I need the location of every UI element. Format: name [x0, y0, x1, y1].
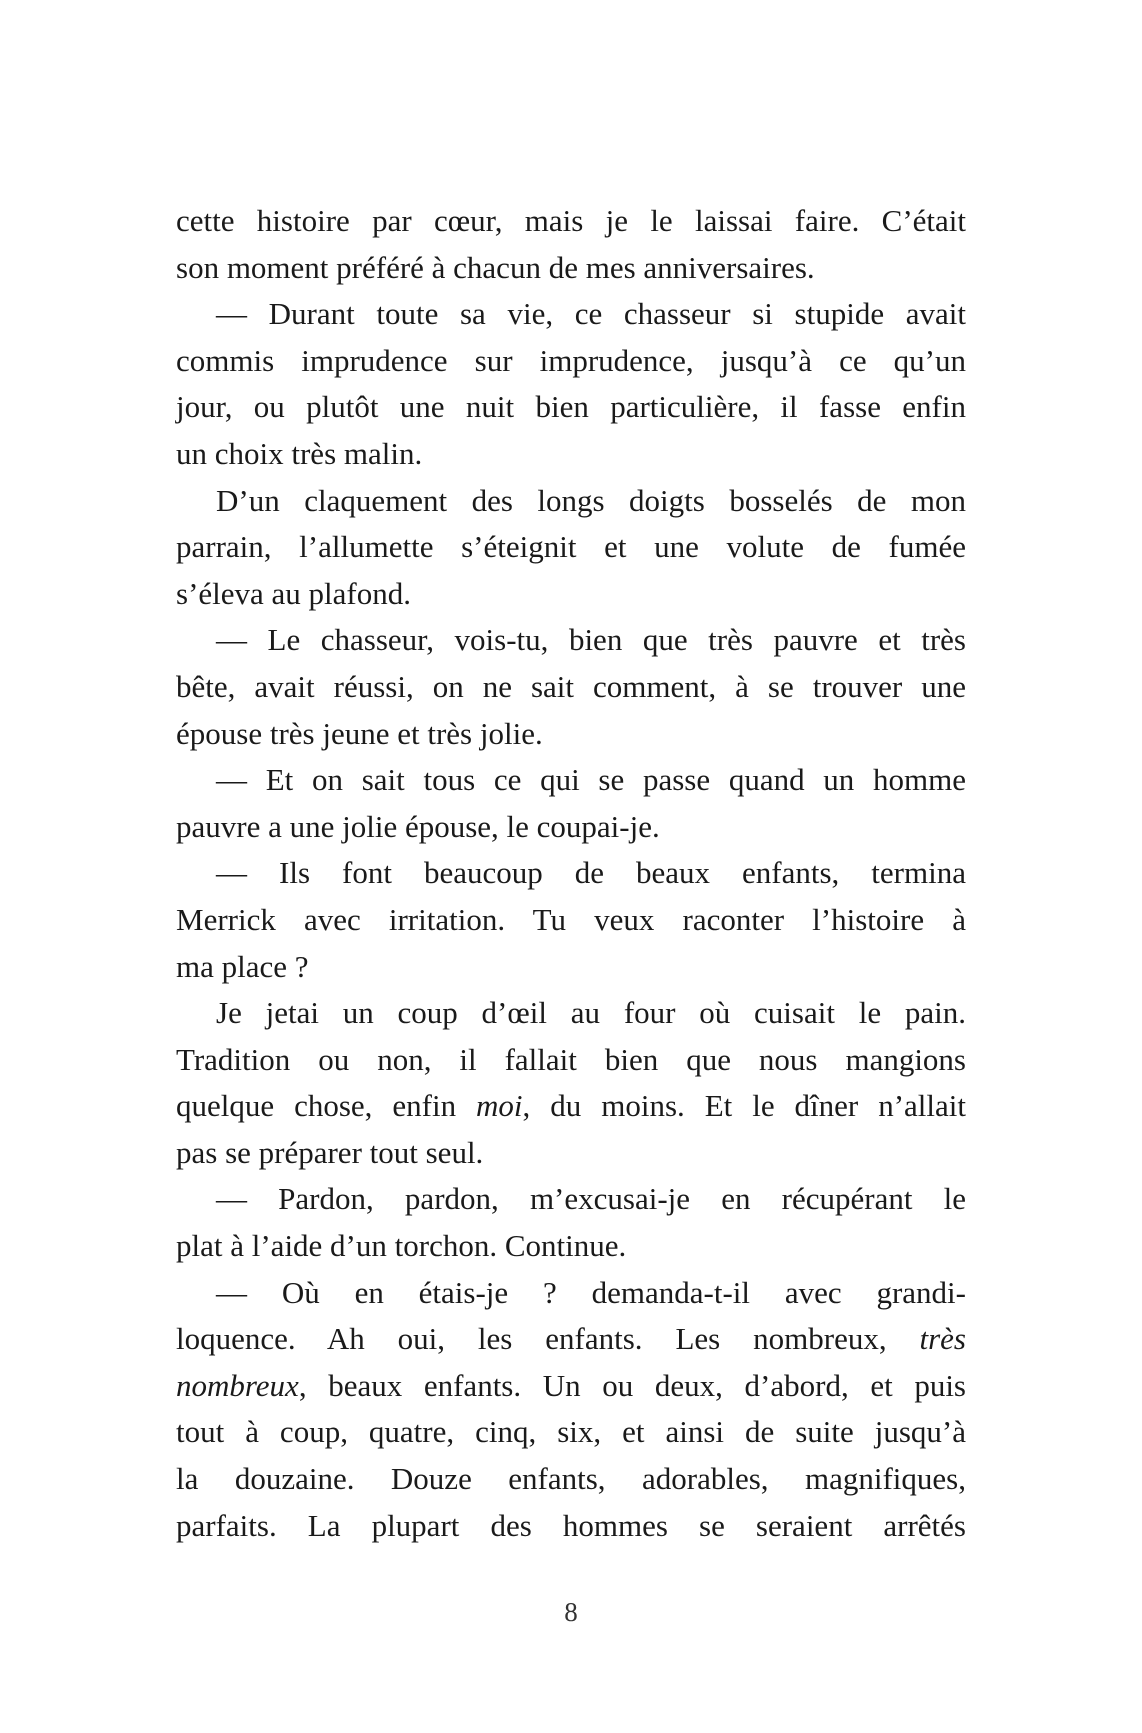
text-line: bête, avait réussi, on ne sait comment, à se trouver une	[176, 668, 966, 704]
text-line: Tradition ou non, il fallait bien que nous mangions	[176, 1041, 966, 1077]
italic-emphasis: moi	[476, 1088, 523, 1124]
italic-emphasis: très	[919, 1321, 966, 1357]
text-line: la douzaine. Douze enfants, adorables, magnifiques,	[176, 1461, 966, 1497]
text-line: Merrick avec irritation. Tu veux raconter l’histoire à	[176, 901, 966, 937]
text-line: s’éleva au plafond.	[176, 575, 411, 611]
page-number: 8	[564, 1597, 578, 1627]
text-line: nombreux, beaux enfants. Un ou deux, d’abord, et puis	[176, 1367, 966, 1403]
text-line: plat à l’aide d’un torchon. Continue.	[176, 1228, 627, 1264]
text-line: quelque chose, enfin moi, du moins. Et le dîner n’allait	[176, 1088, 966, 1124]
text-line: — Et on sait tous ce qui se passe quand un homme	[216, 762, 966, 798]
text-line: parfaits. La plupart des hommes se seraient arrêtés	[176, 1507, 966, 1543]
text-line: son moment préféré à chacun de mes anniversaires.	[176, 249, 815, 285]
text-line: pas se préparer tout seul.	[176, 1134, 484, 1170]
text-line: loquence. Ah oui, les enfants. Les nombreux, très	[176, 1321, 966, 1357]
text-line: — Durant toute sa vie, ce chasseur si stupide avait	[216, 296, 966, 332]
text-line: tout à coup, quatre, cinq, six, et ainsi de suite jusqu’à	[176, 1414, 966, 1450]
body-text	[176, 198, 966, 1549]
text-line: pauvre a une jolie épouse, le coupai-je.	[176, 808, 660, 844]
text-line: — Où en étais-je ? demanda-t-il avec grandi-	[216, 1274, 966, 1310]
text-line: épouse très jeune et très jolie.	[176, 715, 543, 751]
text-line: — Pardon, pardon, m’excusai-je en récupérant le	[216, 1181, 966, 1217]
text-line: cette histoire par cœur, mais je le laissai faire. C’était	[176, 203, 966, 238]
text-line: un choix très malin.	[176, 435, 423, 471]
text-line: D’un claquement des longs doigts bosselés de mon	[216, 482, 966, 518]
text-line: — Le chasseur, vois-tu, bien que très pauvre et très	[216, 622, 966, 658]
text-line: jour, ou plutôt une nuit bien particulière, il fasse enfin	[176, 389, 966, 425]
text-line: — Ils font beaucoup de beaux enfants, termina	[216, 855, 966, 891]
text-line: parrain, l’allumette s’éteignit et une volute de fumée	[176, 529, 966, 565]
text-line: Je jetai un coup d’œil au four où cuisait le pain.	[216, 995, 966, 1031]
text-line: ma place ?	[176, 948, 309, 984]
italic-emphasis: nombreux	[176, 1367, 299, 1403]
text-line: commis imprudence sur imprudence, jusqu’à ce qu’un	[176, 342, 966, 378]
